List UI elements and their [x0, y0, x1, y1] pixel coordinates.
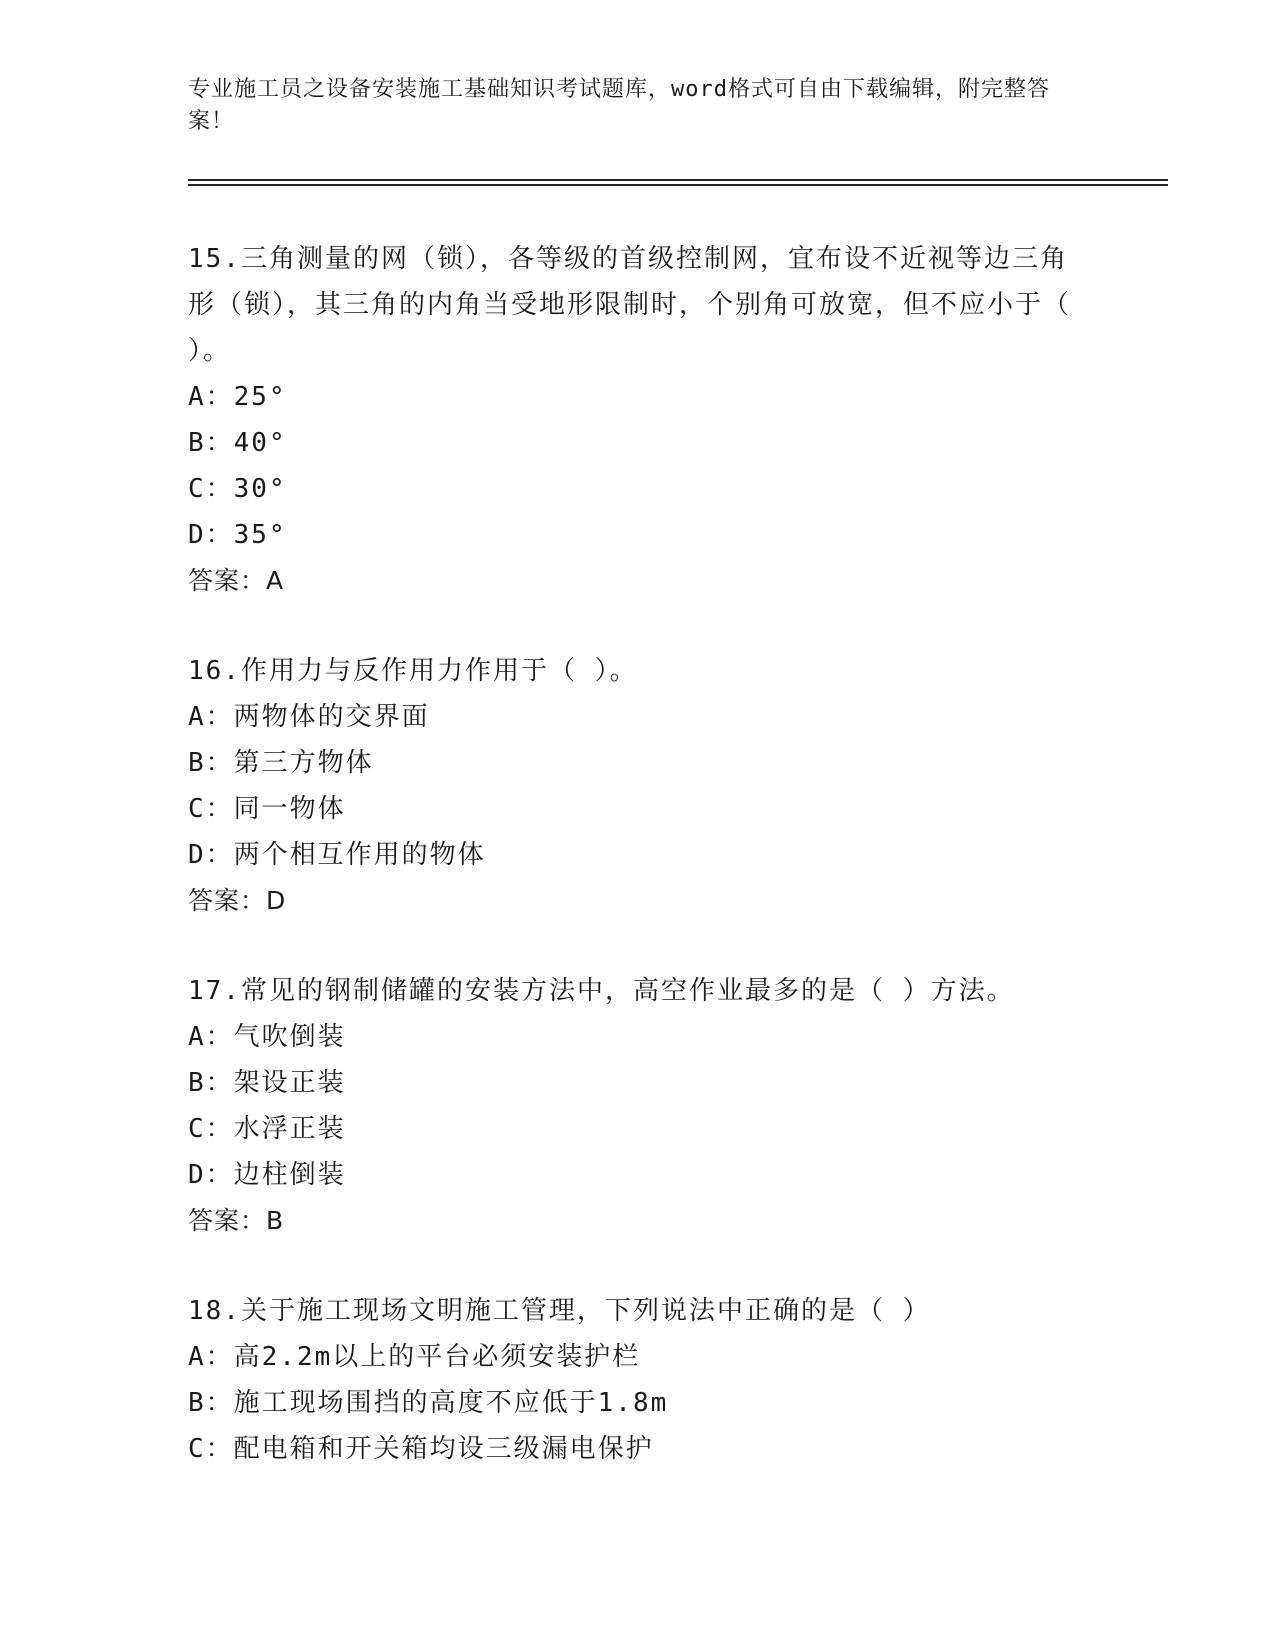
question-17: [188, 968, 1088, 1244]
option-d: D：两个相互作用的物体: [188, 840, 486, 870]
question-16: [188, 648, 1088, 924]
option-c: C：30°: [188, 474, 287, 504]
answer-line: 答案：D: [188, 886, 287, 915]
answer-line: 答案：A: [188, 566, 285, 595]
option-c: C：配电箱和开关箱均设三级漏电保护: [188, 1434, 654, 1464]
option-a: A：两物体的交界面: [188, 702, 430, 732]
option-b: B：施工现场围挡的高度不应低于1.8m: [188, 1388, 669, 1418]
question-stem: 16.作用力与反作用力作用于（ ）。: [188, 656, 638, 686]
option-b: B：架设正装: [188, 1068, 346, 1098]
option-c: C：同一物体: [188, 794, 346, 824]
option-b: B：第三方物体: [188, 748, 374, 778]
question-15: [188, 236, 1088, 604]
header-divider-bottom: [188, 184, 1168, 186]
option-a: A：25°: [188, 382, 287, 412]
option-b: B：40°: [188, 428, 287, 458]
option-c: C：水浮正装: [188, 1114, 346, 1144]
option-d: D：35°: [188, 520, 287, 550]
answer-line: 答案：B: [188, 1206, 285, 1235]
document-header: 专业施工员之设备安装施工基础知识考试题库，word格式可自由下载编辑，附完整答案！: [188, 77, 1050, 134]
option-a: A：高2.2m以上的平台必须安装护栏: [188, 1342, 641, 1372]
option-d: D：边柱倒装: [188, 1160, 346, 1190]
question-stem: 18.关于施工现场文明施工管理，下列说法中正确的是（ ）: [188, 1296, 931, 1326]
header-divider-top: [188, 179, 1168, 181]
question-stem: 15.三角测量的网（锁），各等级的首级控制网，宜布设不近视等边三角形（锁），其三角的内角当受地形限制时，个别角可放宽，但不应小于（ ）。: [188, 244, 1072, 366]
question-list: [188, 236, 1088, 1516]
question-18: [188, 1288, 1088, 1472]
question-stem: 17.常见的钢制储罐的安装方法中，高空作业最多的是（ ）方法。: [188, 976, 1015, 1006]
option-a: A：气吹倒装: [188, 1022, 346, 1052]
